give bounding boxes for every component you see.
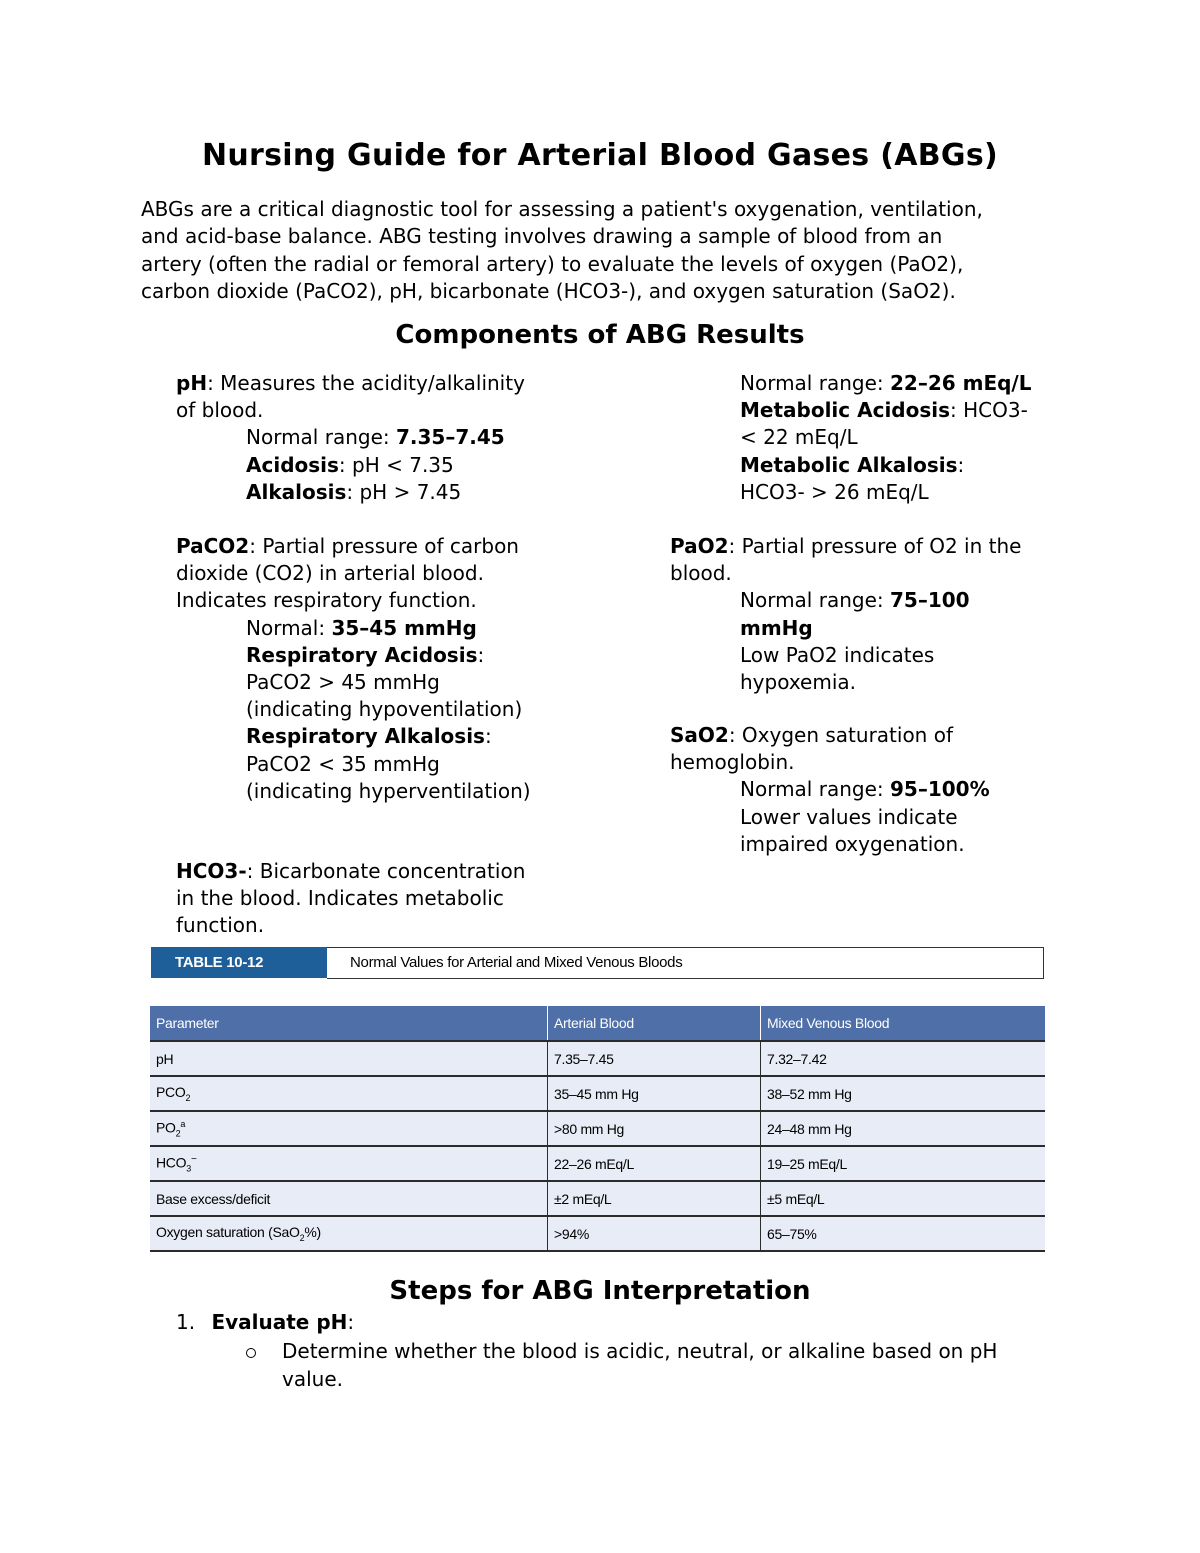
step-item [176,1309,354,1337]
param-superscript: a [180,1118,186,1129]
resp-acidosis-value: PaCO2 > 45 mmHg [246,670,440,695]
param-subscript: 2 [185,1092,191,1103]
pao2-note: Low PaO2 indicates [740,642,935,667]
cell-parameter: pH [150,1041,548,1076]
hco3-desc: : Bicarbonate concentration [246,859,526,883]
pao2-normal-value: 75–100 [889,588,970,613]
met-acidosis-value: < 22 mEq/L [740,425,858,450]
step-bullet [246,1337,1066,1393]
step-number: 1. [176,1310,196,1334]
circle-bullet-icon [246,1348,256,1358]
sao2-section [670,722,1070,858]
paco2-desc-cont: dioxide (CO2) in arterial blood. [176,561,484,586]
sao2-normal-label: Normal range: [740,777,890,802]
page-title: Nursing Guide for Arterial Blood Gases (ABGs) [201,138,998,173]
hco3-desc-cont: function. [176,913,265,938]
pao2-note: hypoxemia. [740,670,857,695]
resp-alkalosis-label: Respiratory Alkalosis [246,724,485,749]
cell-parameter [150,1146,548,1181]
table-caption: Normal Values for Arterial and Mixed Venous Bloods [327,947,1044,979]
paco2-normal-value: 35–45 mmHg [331,615,477,640]
table-row [150,1146,1045,1181]
param-text: PO [156,1119,176,1136]
hco3-section [176,858,596,940]
cell-arterial: 7.35–7.45 [548,1041,761,1076]
ph-normal-label: Normal range: [246,425,396,450]
sao2-desc-cont: hemoglobin. [670,750,795,775]
cell-venous: 19–25 mEq/L [761,1146,1046,1181]
intro-paragraph [141,196,1071,305]
components-heading: Components of ABG Results [395,320,805,350]
paco2-term: PaCO2 [176,534,250,558]
table-row [150,1041,1045,1076]
cell-parameter [150,1076,548,1111]
ph-term: pH [176,371,208,395]
cell-parameter [150,1111,548,1146]
cell-parameter [150,1216,548,1251]
sao2-note: Lower values indicate [740,804,958,829]
pao2-desc-cont: blood. [670,561,732,586]
cell-venous: 24–48 mm Hg [761,1111,1046,1146]
ph-alkalosis-label: Alkalosis [246,479,347,504]
cell-arterial: 22–26 mEq/L [548,1146,761,1181]
pao2-desc: : Partial pressure of O2 in the [728,534,1022,558]
param-text: Oxygen saturation (SaO [156,1224,300,1241]
ph-desc-cont: of blood. [176,398,264,423]
table-tag: TABLE 10-12 [151,947,327,978]
paco2-section: PaCO2: Partial pressure of carbon dioxide (CO2) in arterial blood. Indicates respiratory function. Normal: 35–45 mmHg Respiratory Acidosis: PaCO2 > 45 mmHg (indicating hypoventilation) Respiratory Alkalosis: PaCO2 < 35 mmHg (indicating hyperventilation) [176,533,596,805]
resp-alkalosis-note: (indicating hyperventilation) [246,778,531,803]
header-arterial: Arterial Blood [548,1006,761,1041]
sao2-normal-value: 95–100% [889,777,990,802]
paco2-normal-label: Normal: [246,615,332,640]
intro-line: ABGs are a critical diagnostic tool for assessing a patient's oxygenation, ventilation, [141,197,983,221]
step-colon: : [347,1310,355,1334]
hco3-desc-cont: in the blood. Indicates metabolic [176,886,504,911]
pao2-normal-label: Normal range: [740,588,890,613]
sao2-note: impaired oxygenation. [740,831,965,856]
param-subscript: 2 [175,1128,181,1139]
intro-line: artery (often the radial or femoral artery) to evaluate the levels of oxygen (PaO2), [141,251,964,276]
hco3-normal-value: 22–26 mEq/L [889,371,1032,395]
steps-heading: Steps for ABG Interpretation [389,1276,811,1306]
ph-acidosis-text: : pH < 7.35 [338,452,454,477]
resp-acidosis-note: (indicating hypoventilation) [246,697,523,722]
paco2-desc: : Partial pressure of carbon [249,534,519,558]
hco3-normal-label: Normal range: [740,371,890,395]
param-tail: %) [304,1224,321,1241]
header-parameter: Parameter [150,1006,548,1041]
param-text: PCO [156,1084,186,1101]
abg-values-table [150,1006,1045,1252]
table-row [150,1216,1045,1251]
pao2-term: PaO2 [670,534,729,558]
intro-line: and acid-base balance. ABG testing involves drawing a sample of blood from an [141,224,943,249]
header-venous: Mixed Venous Blood [761,1006,1046,1041]
table-row [150,1111,1045,1146]
ph-acidosis-label: Acidosis [246,452,339,477]
met-alkalosis-value: HCO3- > 26 mEq/L [740,479,929,504]
bullet-text: Determine whether the blood is acidic, neutral, or alkaline based on pH [282,1339,998,1363]
cell-arterial: ±2 mEq/L [548,1181,761,1216]
met-acidosis-label: Metabolic Acidosis [740,398,951,423]
param-text: HCO [156,1154,187,1171]
cell-arterial: >94% [548,1216,761,1251]
pao2-normal-unit: mmHg [740,615,813,640]
ph-desc: : Measures the acidity/alkalinity [207,371,525,395]
paco2-desc-cont: Indicates respiratory function. [176,588,477,613]
bullet-text-cont: value. [282,1367,343,1391]
cell-arterial: >80 mm Hg [548,1111,761,1146]
ph-alkalosis-text: : pH > 7.45 [346,479,462,504]
pao2-section [670,533,1070,696]
table-row [150,1076,1045,1111]
ph-normal-value: 7.35–7.45 [395,425,505,450]
param-subscript: 2 [299,1232,305,1243]
cell-venous: 38–52 mm Hg [761,1076,1046,1111]
table-row [150,1181,1045,1216]
cell-venous: 65–75% [761,1216,1046,1251]
hco3-ranges: Normal range: 22–26 mEq/L Metabolic Acidosis: HCO3- < 22 mEq/L Metabolic Alkalosis: HCO3- > 26 mEq/L [740,370,1080,506]
intro-line: carbon dioxide (PaCO2), pH, bicarbonate (HCO3-), and oxygen saturation (SaO2). [141,278,956,303]
hco3-term: HCO3- [176,859,247,883]
met-acidosis-text: : HCO3- [950,398,1028,423]
resp-acidosis-label: Respiratory Acidosis [246,642,478,667]
step-label: Evaluate pH [211,1310,348,1334]
resp-alkalosis-value: PaCO2 < 35 mmHg [246,751,440,776]
table-header-row [150,1006,1045,1041]
param-subscript: 3 [186,1163,191,1174]
cell-arterial: 35–45 mm Hg [548,1076,761,1111]
sao2-term: SaO2 [670,723,729,747]
ph-section [176,370,596,506]
cell-venous: 7.32–7.42 [761,1041,1046,1076]
cell-venous: ±5 mEq/L [761,1181,1046,1216]
met-alkalosis-label: Metabolic Alkalosis [740,452,958,477]
sao2-desc: : Oxygen saturation of [728,723,953,747]
param-superscript: − [190,1153,197,1165]
cell-parameter: Base excess/deficit [150,1181,548,1216]
